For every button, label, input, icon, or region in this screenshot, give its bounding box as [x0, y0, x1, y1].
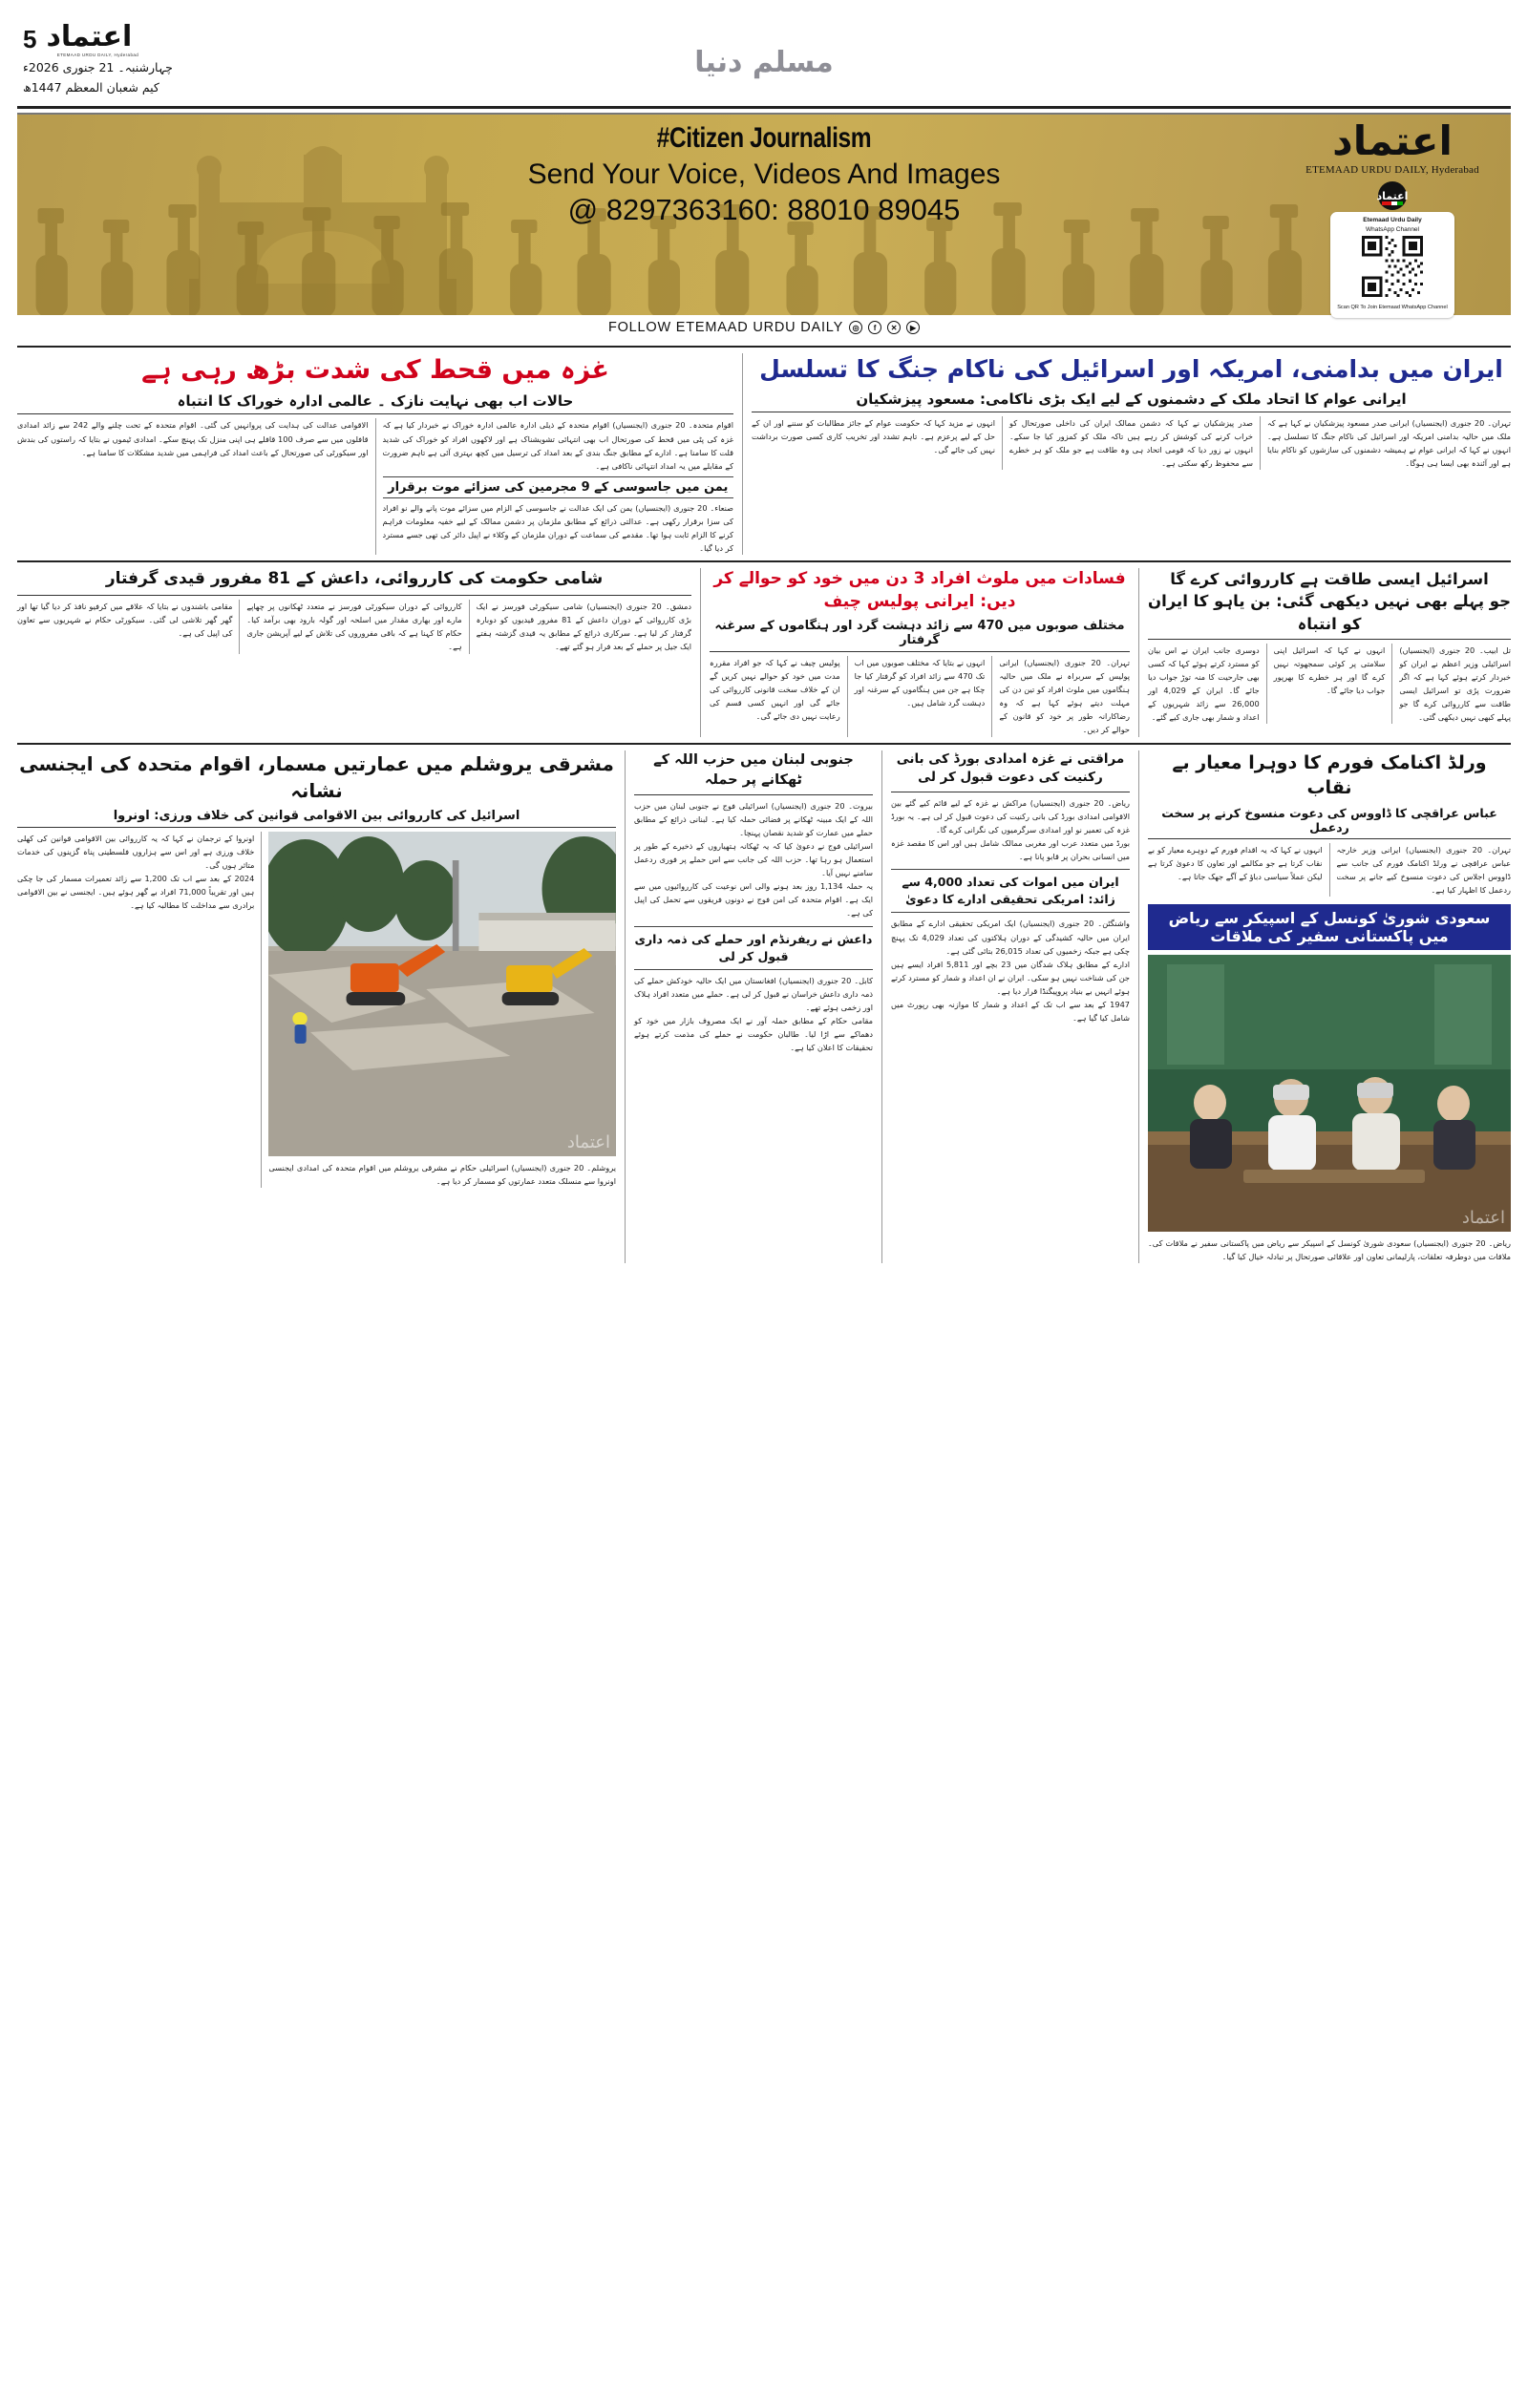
article-col-1: تل ابیب۔ 20 جنوری (ایجنسیاں) اسرائیلی وزیر اعظم نے ایران کو خبردار کرتے ہوئے کہا ہے کہ اگر ضرورت پڑی تو اسرائیل ایسی طاقت سے کارروائی کرے گا جو پہلے کبھی نہیں دیکھی گئی۔ [1399, 644, 1512, 723]
article-lebanon-strike [634, 750, 873, 1264]
article-paragraph: اقوام متحدہ۔ 20 جنوری (ایجنسیاں) اقوام متحدہ کے ذیلی ادارہ عالمی ادارہ خوراک نے خبردار کیا ہے کہ غزہ کی پٹی میں قحط کی صورتحال اب بھی انتہائی تشویشناک ہے اور لاکھوں افراد کو خوراک کی شدید قلت کا سامنا ہے۔ ادارے کے مطابق جنگ بندی کے بعد امداد کی ترسیل میں کچھ بہتری آئی ہے تاہم ضرورت کے مقابلے میں یہ امداد انتہائی ناکافی ہے۔ [382, 420, 733, 471]
article-headline[interactable]: ورلڈ اکنامک فورم کا دوہرا معیار بے نقاب [1172, 751, 1487, 799]
masthead-date-gregorian: چہارشنبہ۔ 21 جنوری 2026ء [23, 60, 173, 74]
photo-watermark: اعتماد [566, 1131, 610, 1152]
article-col-2: الاقوامی عدالت کی ہدایت کی پروانہیں کی گئی۔ اقوام متحدہ کے تحت چلنے والے 242 سے زائد امدادی قافلوں میں سے صرف 100 قافلے ہی اپنی منزل تک پہنچ سکے۔ امدادی ٹیموں نے بتایا کہ راستوں کی بندش اور سیکورٹی کی صورتحال کے باعث امداد کی فراہمی میں شدید مشکلات کا سامنا ہے۔ [17, 420, 369, 457]
article-col-1: تہران۔ 20 جنوری (ایجنسیاں) ایرانی وزیر خارجہ عباس عراقچی نے ورلڈ اکنامک فورم کی جانب سے ڈاووس اجلاس کی دعوت منسوخ کیے جانے پر سخت ردعمل کا اظہار کیا ہے۔ [1336, 844, 1512, 896]
badge-label: اعتماد [1376, 189, 1409, 202]
article-col-3: پولیس چیف نے کہا کہ جو افراد مقررہ مدت میں خود کو حوالے نہیں کریں گے ان کے خلاف سخت قانونی کارروائی کی جائے گی اور انہیں کسی قسم کی رعایت نہیں دی جائے گی۔ [709, 657, 840, 722]
article-iran-unrest [752, 353, 1511, 555]
article-paragraph: مقامی حکام کے مطابق حملہ آور نے ایک مصروف بازار میں خود کو دھماکے سے اڑا لیا۔ طالبان حکومت نے حملے کی مذمت کرتے ہوئے تحقیقات کا اعلان کیا ہے۔ [634, 1016, 873, 1053]
article-col-3: انہوں نے مزید کہا کہ حکومت عوام کے جائز مطالبات کو سننے اور ان کے حل کے لیے پرعزم ہے۔ تاہم تشدد اور تخریب کاری کسی صورت برداشت نہیں کی جائے گی۔ [752, 417, 995, 454]
photo-2-headline-bar[interactable]: سعودی شوریٰ کونسل کے اسپیکر سے ریاض میں پاکستانی سفیر کی ملاقات [1148, 904, 1511, 950]
article-paragraph: صنعاء۔ 20 جنوری (ایجنسیاں) یمن کی ایک عدالت نے جاسوسی کے الزام میں سزائے موت پانے والے نو افراد کی سزا برقرار رکھی ہے۔ عدالتی ذرائع کے مطابق ملزمان پر دشمن ممالک کے لیے خفیہ معلومات فراہم کرنے کا الزام ثابت ہوا تھا۔ مقدمے کی سماعت کے دوران ملزمان کے وکلاء نے اپیل دائر کی تھی جسے مسترد کر دیا گیا۔ [382, 502, 733, 554]
article-paragraph: واشنگٹن۔ 20 جنوری (ایجنسیاں) ایک امریکی تحقیقی ادارے کے مطابق ایران میں حالیہ کشیدگی کے دوران ہلاکتوں کی تعداد 4,029 تک پہنچ چکی ہے جبکہ زخمیوں کی تعداد 26,015 بتائی گئی ہے۔ [891, 919, 1130, 956]
article-gaza-famine [17, 353, 733, 555]
article-paragraph: بورڈ میں متعدد عرب اور مغربی ممالک شامل ہیں اور اس کا مقصد غزہ میں انسانی بحران پر قابو پانا ہے۔ [891, 838, 1130, 862]
page-number: 5 [23, 25, 37, 53]
article-subhead: اسرائیل کی کارروائی بین الاقوامی قوانین کی خلاف ورزی: اونروا [17, 809, 616, 828]
article-col-2: انہوں نے بتایا کہ مختلف صوبوں میں اب تک 470 سے زائد افراد کو گرفتار کیا جا چکا ہے جن میں ہنگاموں کے سرغنہ اور دہشت گرد شامل ہیں۔ [854, 657, 986, 708]
row-divider-1 [17, 560, 1511, 562]
article-paragraph: ادارے کے مطابق ہلاک شدگان میں 23 بچے اور 5,811 افراد ایسے ہیں جن کی شناخت نہیں ہو سکی۔ ایران نے ان اعداد و شمار کو مسترد کرتے ہوئے انہیں بے بنیاد پروپیگنڈا قرار دیا ہے۔ [891, 959, 1131, 997]
article-paragraph: کابل۔ 20 جنوری (ایجنسیاں) افغانستان میں ایک حالیہ خودکش حملے کی ذمہ داری داعش خراسان نے قبول کر لی ہے۔ حملے میں متعدد افراد ہلاک اور زخمی ہوئے تھے۔ [634, 975, 873, 1013]
banner-hashtag: #Citizen Journalism [656, 122, 872, 154]
qr-caption: Scan QR To Join Etemaad WhatsApp Channel [1337, 305, 1448, 311]
article-paragraph: ریاض۔ 20 جنوری (ایجنسیاں) مراکش نے غزہ کے لیے قائم کیے گئے بین الاقوامی امدادی بورڈ کی بانی رکنیت کی دعوت قبول کر لی ہے۔ یہ بورڈ غزہ کی تعمیر نو اور امدادی سرگرمیوں کی نگرانی کرے گا۔ [891, 797, 1130, 834]
banner-logo-english: ETEMAAD URDU DAILY, Hyderabad [1305, 164, 1479, 177]
masthead [17, 21, 1511, 109]
article-headline[interactable]: داعش نے ریفرنڈم اور حملے کی ذمہ داری قبول کر لی [634, 926, 873, 970]
banner-line-2: Send Your Voice, Videos And Images [527, 158, 1001, 190]
article-headline[interactable]: مراقتی نے غزہ امدادی بورڈ کی بانی رکنیت کی دعوت قبول کر لی [891, 750, 1130, 792]
row-divider-2 [17, 743, 1511, 745]
article-subhead: جو پہلے بھی نہیں دیکھی گئی: بن یاہو کا ایران کو انتباہ [1148, 590, 1511, 639]
youtube-icon[interactable]: ▶ [906, 321, 920, 334]
x-icon[interactable]: ✕ [887, 321, 901, 334]
qr-title: Etemaad Urdu Daily [1363, 217, 1422, 224]
banner-logo-box [1282, 117, 1503, 318]
article-columns [1148, 843, 1511, 897]
banner-logo-arabic: اعتماد [1332, 117, 1453, 164]
photo-jerusalem-demolition-wrap [268, 832, 616, 1188]
article-paragraph: یہ حملہ 1,134 روز بعد ہونے والی اس نوعیت کی کارروائیوں میں سے ایک ہے۔ اقوام متحدہ کی امن فوج نے دونوں فریقوں سے تحمل کی اپیل کی ہے۔ [634, 881, 873, 919]
whatsapp-qr-card[interactable] [1330, 212, 1454, 318]
article-kicker: یمن میں جاسوسی کے 9 مجرمین کی سزائے موت برقرار [383, 476, 734, 498]
masthead-logo-subtitle: ETEMAAD URDU DAILY, Hyderabad [56, 53, 139, 57]
article-headline[interactable]: فسادات میں ملوث افراد 3 دن میں خود کو حوالے کر دیں: ایرانی پولیس چیف [713, 569, 1126, 612]
article-col-1: تہران۔ 20 جنوری (ایجنسیاں) ایرانی پولیس کے سربراہ نے ملک میں حالیہ ہنگاموں میں ملوث افراد کو تین دن کی مہلت دیتے ہوئے کہا ہے کہ وہ رضاکارانہ طور پر خود کو قانون کے حوالے کر دیں۔ [999, 657, 1130, 735]
article-headline[interactable]: شامی حکومت کی کارروائی، داعش کے 81 مفرور قیدی گرفتار [17, 568, 691, 596]
masthead-date-hijri: کیم شعبان المعظم 1447ھ [23, 79, 159, 95]
photo-jerusalem-demolition [268, 832, 616, 1156]
article-col-2: انہوں نے کہا کہ اسرائیل اپنی سلامتی پر کوئی سمجھوتہ نہیں کرے گا اور ہر خطرے کا بھرپور جواب دیا جائے گا۔ [1273, 644, 1386, 695]
article-columns [17, 418, 733, 555]
article-photo-row [17, 832, 616, 1188]
article-col-2: کارروائی کے دوران سیکورٹی فورسز نے متعدد ٹھکانوں پر چھاپے مارے اور بھاری مقدار میں اسلحہ اور گولہ بارود بھی برآمد کیا۔ حکام کا کہنا ہے کہ باقی مفروروں کی تلاش کے لیے آپریشن جاری ہے۔ [246, 602, 462, 652]
article-col-1: دمشق۔ 20 جنوری (ایجنسیاں) شامی سیکورٹی فورسز نے ایک بڑی کارروائی کے دوران داعش کے 81 مفرور قیدیوں کو دوبارہ گرفتار کر لیا ہے۔ سرکاری ذرائع کے مطابق یہ قیدی گزشتہ ہفتے ایک جیل پر حملے کے بعد فرار ہو گئے تھے۔ [476, 602, 691, 652]
article-paragraph: 2024 کے بعد سے اب تک 1,200 سے زائد تعمیرات مسمار کی جا چکی ہیں اور تقریباً 71,000 افراد بے گھر ہوئے ہیں۔ ایجنسی نے بین الاقوامی برادری سے مداخلت کا مطالبہ کیا ہے۔ [17, 873, 255, 911]
news-row-1 [17, 353, 1511, 555]
facebook-icon[interactable]: f [868, 321, 881, 334]
news-content [17, 353, 1511, 1263]
article-columns [1148, 644, 1511, 725]
article-subhead: حالات اب بھی نہایت نازک ۔ عالمی ادارہ خوراک کا انتباہ [17, 392, 733, 414]
article-headline[interactable]: مشرقی یروشلم میں عمارتیں مسمار، اقوام متحدہ کی ایجنسی نشانہ [19, 751, 614, 802]
article-columns [710, 656, 1130, 737]
article-israel-warning [1148, 568, 1511, 736]
article-col-3: دوسری جانب ایران نے اس بیان کو مسترد کرتے ہوئے کہا کہ کسی بھی جارحیت کا منہ توڑ جواب دیا جائے گا۔ ایران کے 4,029 اور 26,000 سے زائد شہریوں کے اعداد و شمار بھی جاری کیے گئے۔ [1147, 644, 1260, 723]
article-columns [17, 600, 691, 653]
article-iran-police-chief [710, 568, 1130, 736]
article-subhead: ایرانی عوام کا اتحاد ملک کے دشمنوں کے لیے ایک بڑی ناکامی: مسعود پیزشکیان [752, 391, 1511, 412]
article-col-2: انہوں نے کہا کہ یہ اقدام فورم کے دوہرے معیار کو بے نقاب کرتا ہے جو مکالمے اور تعاون کا دعویٰ کرتا ہے لیکن عملاً سیاسی دباؤ کے آگے جھک جاتا ہے۔ [1148, 844, 1323, 881]
etemaad-round-badge-icon [1378, 181, 1407, 210]
article-col-side [17, 832, 254, 1188]
article-paragraph: یروشلم۔ 20 جنوری (ایجنسیاں) اسرائیلی حکام نے مشرقی یروشلم میں اقوام متحدہ کی امدادی ایجنسی اونروا سے منسلک متعدد عمارتوں کو مسمار کر دیا ہے۔ [268, 1162, 616, 1186]
follow-bar [17, 315, 1511, 340]
qr-code-icon[interactable] [1362, 236, 1423, 297]
top-section-divider [17, 346, 1511, 348]
qr-subtitle: WhatsApp Channel [1365, 226, 1419, 234]
citizen-journalism-banner [17, 113, 1511, 340]
article-morocco-and-iran-deaths [891, 750, 1130, 1264]
section-title: مسلم دنیا [694, 46, 834, 79]
photo-riyadh-meeting [1148, 955, 1511, 1232]
article-headline[interactable]: غزہ میں قحط کی شدت بڑھ رہی ہے [141, 355, 609, 385]
article-paragraph: اونروا کے ترجمان نے کہا کہ یہ کارروائی بین الاقوامی قوانین کی کھلی خلاف ورزی ہے اور اس سے ہزاروں فلسطینی پناہ گزینوں کی خدمات متاثر ہوں گی۔ [17, 833, 255, 870]
article-paragraph: 1947 کے بعد سے اب تک کے اعداد و شمار کا موازنہ بھی رپورٹ میں شامل کیا گیا ہے۔ [891, 1000, 1130, 1024]
article-col-1 [383, 418, 734, 555]
article-paragraph: اسرائیلی فوج نے دعویٰ کیا کہ یہ ٹھکانہ ہتھیاروں کے ذخیرے کے طور پر استعمال ہو رہا تھا۔ حزب اللہ کی جانب سے اس حملے پر فوری ردعمل سامنے نہیں آیا۔ [634, 840, 873, 878]
article-wef-double-standards [1148, 750, 1511, 1264]
banner-line-3: @ 8297363160: 88010 89045 [567, 193, 961, 226]
newspaper-page [0, 21, 1528, 2408]
follow-label: FOLLOW ETEMAAD URDU DAILY [607, 320, 844, 335]
article-paragraph: ریاض۔ 20 جنوری (ایجنسیاں) سعودی شوریٰ کونسل کے اسپیکر سے ریاض میں پاکستانی سفیر نے ملاقات کی۔ ملاقات میں دوطرفہ تعلقات، پارلیمانی تعاون اور علاقائی صورتحال پر تبادلہ خیال کیا گیا۔ [1148, 1238, 1511, 1262]
article-col-1: تہران۔ 20 جنوری (ایجنسیاں) ایرانی صدر مسعود پیزشکیان نے کہا ہے کہ ملک میں حالیہ بدامنی امریکہ اور اسرائیل کی ناکام جنگ کا تسلسل ہے۔ انہوں نے کہا کہ ایرانی عوام نے ہمیشہ دشمنوں کی سازشوں کو ناکام بنایا ہے اور آئندہ بھی ایسا ہی ہوگا۔ [1267, 417, 1511, 469]
photo-watermark: اعتماد [1461, 1208, 1505, 1229]
masthead-logo-arabic: اعتماد [46, 20, 133, 53]
article-columns [752, 416, 1511, 470]
article-syria-isis-prisoners [17, 568, 691, 736]
article-subhead: مختلف صوبوں میں 470 سے زائد دہشت گرد اور ہنگاموں کے سرغنہ گرفتار [710, 619, 1130, 652]
instagram-icon[interactable]: ◎ [849, 321, 862, 334]
article-headline[interactable]: جنوبی لبنان میں حزب اللہ کے ٹھکانے پر حملہ [634, 750, 873, 795]
article-headline[interactable]: ایران میں بدامنی، امریکہ اور اسرائیل کی ناکام جنگ کا تسلسل [759, 355, 1503, 383]
article-headline[interactable]: ایران میں اموات کی تعداد 4,000 سے زائد: امریکی تحقیقی ادارے کا دعویٰ [891, 869, 1130, 913]
article-headline[interactable]: اسرائیل ایسی طاقت ہے کارروائی کرے گا [1170, 570, 1489, 589]
article-col-2: صدر پیزشکیان نے کہا کہ دشمن ممالک ایران کی داخلی صورتحال کو خراب کرنے کی کوشش کر رہے ہیں تاکہ ملک کو کمزور کیا جا سکے۔ انہوں نے زور دیا کہ قومی اتحاد ہی وہ طاقت ہے جو ملک کو ہر خطرے سے محفوظ رکھ سکتی ہے۔ [1009, 417, 1253, 469]
article-col-3: مقامی باشندوں نے بتایا کہ علاقے میں کرفیو نافذ کر دیا گیا تھا اور گھر گھر تلاشی لی گئی۔ سیکورٹی حکام نے شہریوں سے تعاون کی اپیل کی ہے۔ [17, 602, 233, 639]
article-paragraph: بیروت۔ 20 جنوری (ایجنسیاں) اسرائیلی فوج نے جنوبی لبنان میں حزب اللہ کے ایک مبینہ ٹھکانے پر فضائی حملہ کیا ہے۔ لبنانی ذرائع کے مطابق حملے میں عمارت کو شدید نقصان پہنچا۔ [634, 800, 873, 837]
photo-illustration [1148, 955, 1511, 1232]
article-subhead: عباس عراقچی کا ڈاووس کی دعوت منسوخ کرنے پر سخت ردعمل [1148, 806, 1511, 839]
article-jerusalem-demolitions [17, 750, 616, 1264]
news-row-2 [17, 568, 1511, 736]
news-row-3 [17, 750, 1511, 1264]
photo-illustration [268, 832, 616, 1156]
